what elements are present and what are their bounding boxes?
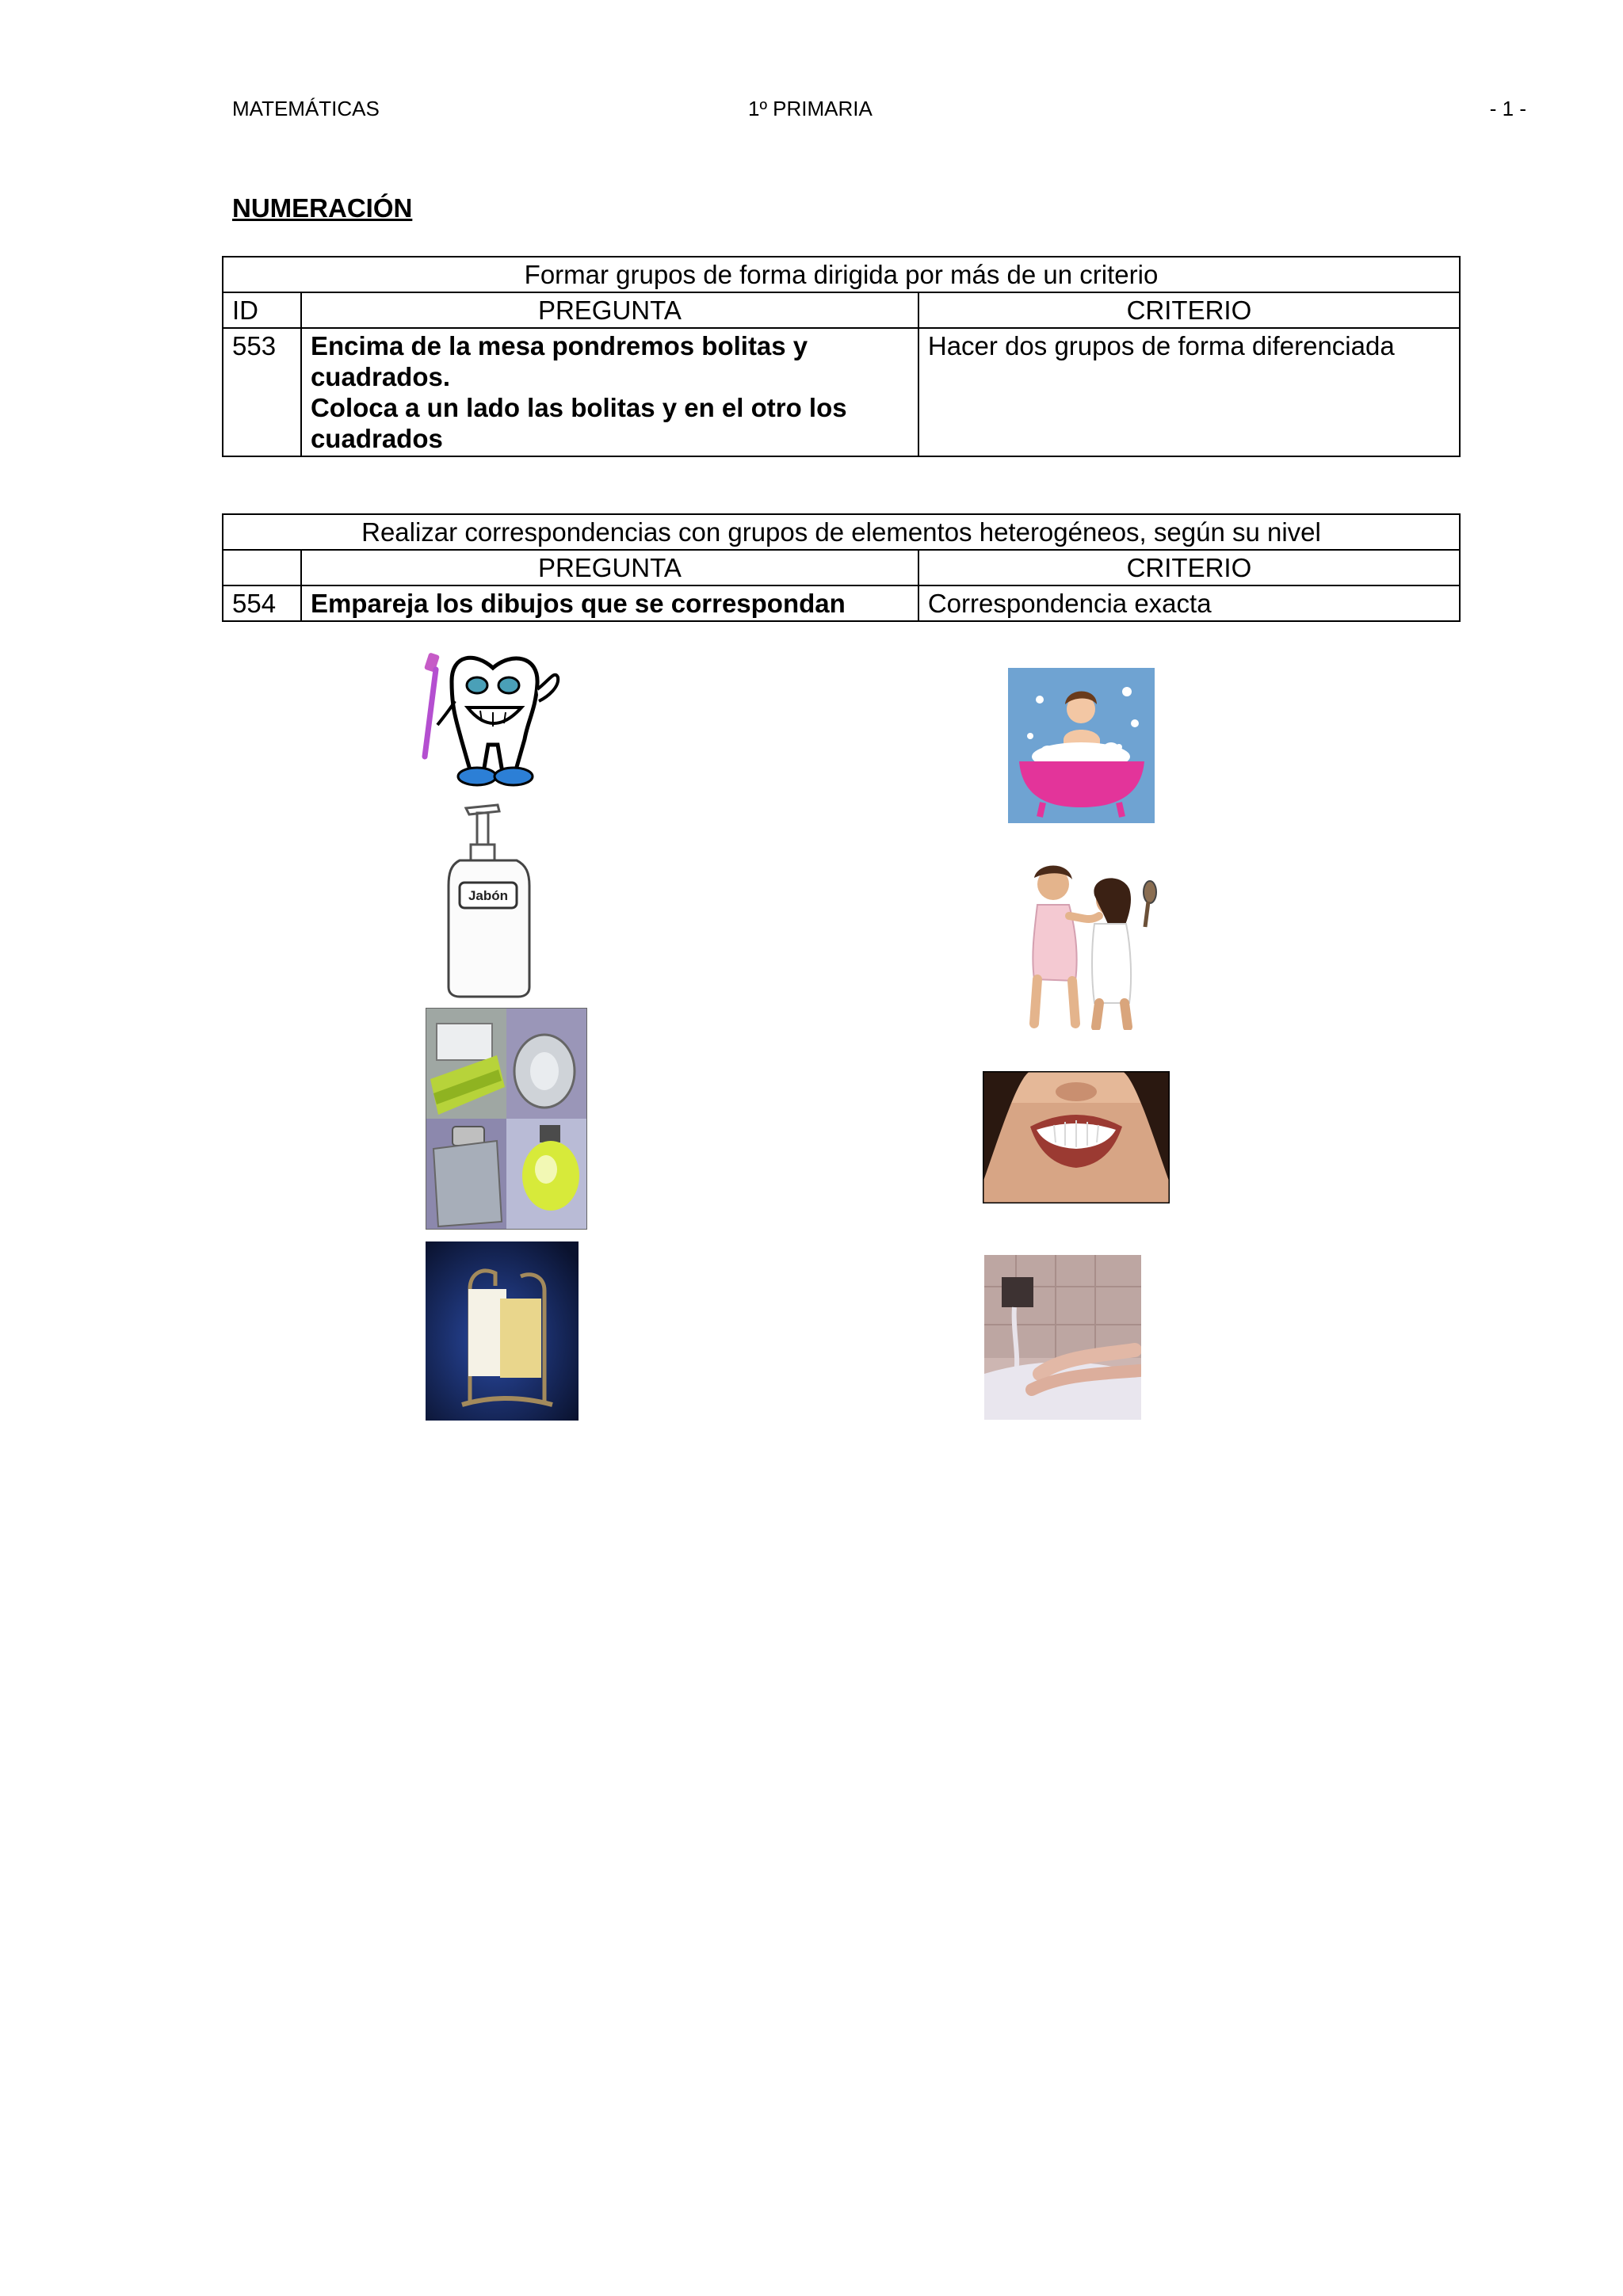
col-header-id <box>223 550 301 585</box>
bath-girl-image <box>1008 668 1155 823</box>
soap-label: Jabón <box>468 888 509 903</box>
criterion-text: Correspondencia exacta <box>918 585 1460 621</box>
soap-dispenser-image <box>442 799 536 1001</box>
table-row <box>223 585 1460 621</box>
question-text: Empareja los dibujos que se correspondan <box>301 585 918 621</box>
question-line: cuadrados. <box>310 362 451 391</box>
question-table-554 <box>222 513 1461 622</box>
question-text <box>301 328 918 456</box>
question-line: Coloca a un lado las bolitas y en el otro los <box>310 393 847 422</box>
col-header-id: ID <box>223 292 301 328</box>
question-table-553 <box>222 256 1461 457</box>
question-id: 553 <box>223 328 301 456</box>
header-page-number: - 1 - <box>1489 97 1526 120</box>
section-title: NUMERACIÓN <box>232 193 413 223</box>
col-header-criterion: CRITERIO <box>918 550 1460 585</box>
question-line: Encima de la mesa pondremos bolitas y <box>310 331 808 360</box>
col-header-criterion: CRITERIO <box>918 292 1460 328</box>
toiletries-collage-image <box>426 1008 587 1230</box>
hand-washing-image <box>984 1255 1141 1420</box>
question-id: 554 <box>223 585 301 621</box>
table-title-row <box>223 257 1460 292</box>
smile-closeup-image <box>983 1071 1170 1203</box>
combing-hair-image <box>1002 860 1161 1030</box>
header-level: 1º PRIMARIA <box>748 97 873 120</box>
table-title-row <box>223 514 1460 550</box>
table-header-row <box>223 292 1460 328</box>
question-line: cuadrados <box>310 424 443 453</box>
col-header-question: PREGUNTA <box>301 550 918 585</box>
criterion-text: Hacer dos grupos de forma diferenciada <box>918 328 1460 456</box>
col-header-question: PREGUNTA <box>301 292 918 328</box>
table-header-row <box>223 550 1460 585</box>
table-title: Realizar correspondencias con grupos de elementos heterogéneos, según su nivel <box>223 514 1460 550</box>
header-subject: MATEMÁTICAS <box>232 97 380 120</box>
tooth-cartoon-image <box>420 646 567 788</box>
table-title: Formar grupos de forma dirigida por más de un criterio <box>223 257 1460 292</box>
towel-rack-image <box>426 1241 579 1421</box>
table-row <box>223 328 1460 456</box>
